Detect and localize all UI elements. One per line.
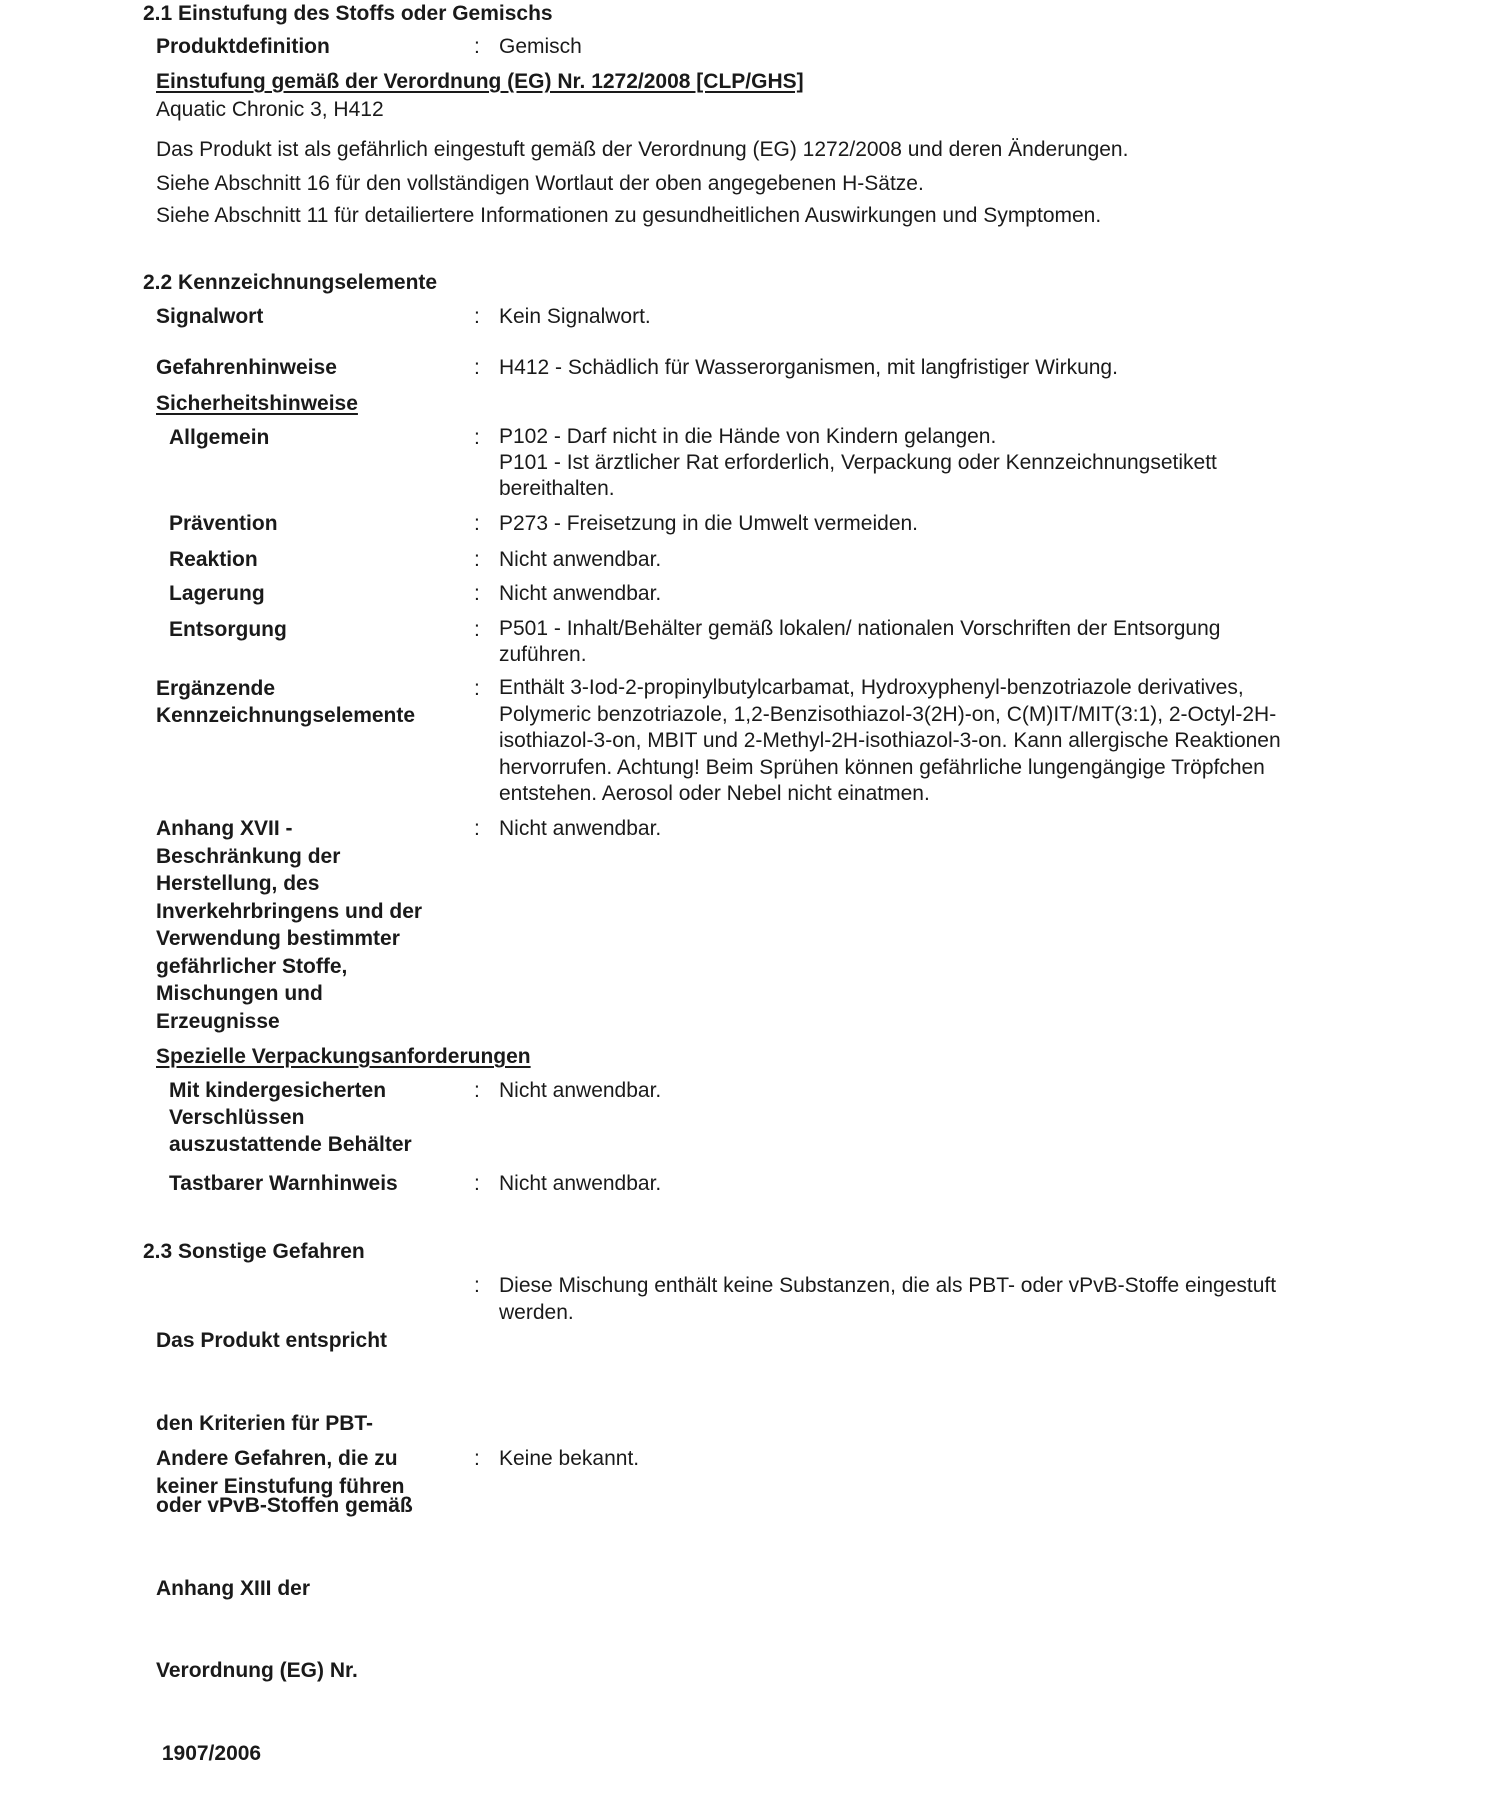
colon: :: [474, 582, 480, 605]
note-line: Siehe Abschnitt 11 für detailiertere Informationen zu gesundheitlichen Auswirkungen und Symptomen.: [156, 204, 1102, 227]
kindersicher-label: [169, 1077, 412, 1158]
tastbar-label: Tastbarer Warnhinweis: [169, 1172, 398, 1195]
praevention-label: Prävention: [169, 512, 278, 535]
section-2-2-title: 2.2 Kennzeichnungselemente: [143, 271, 438, 294]
label-line: Ergänzende: [156, 677, 276, 700]
label-line: Verschlüssen: [169, 1106, 305, 1129]
colon: :: [474, 817, 480, 840]
lagerung-value: Nicht anwendbar.: [499, 582, 662, 605]
andere-gefahren-label: [156, 1445, 405, 1501]
label-line: keiner Einstufung führen: [156, 1475, 405, 1498]
colon: :: [474, 1172, 480, 1195]
colon: :: [474, 1274, 480, 1297]
label-line: Andere Gefahren, die zu: [156, 1447, 398, 1470]
value-line: zuführen.: [499, 643, 587, 666]
colon: :: [474, 618, 480, 641]
lagerung-label: Lagerung: [169, 582, 265, 605]
gefahrenhinweise-value: H412 - Schädlich für Wasserorganismen, mit langfristiger Wirkung.: [499, 356, 1118, 379]
ergaenzende-value: [499, 675, 1281, 808]
label-line: Verwendung bestimmter: [156, 927, 400, 950]
value-line: entstehen. Aerosol oder Nebel nicht einatmen.: [499, 782, 930, 805]
label-line: Anhang XVII -: [156, 817, 293, 840]
produktdefinition-label: Produktdefinition: [156, 35, 330, 58]
value-line: werden.: [499, 1301, 574, 1324]
sicherheitshinweise-heading: Sicherheitshinweise: [156, 392, 358, 415]
label-line: Herstellung, des: [156, 872, 320, 895]
entsorgung-label: Entsorgung: [169, 618, 287, 641]
pbt-value: [499, 1272, 1276, 1326]
colon: :: [474, 356, 480, 379]
kindersicher-value: Nicht anwendbar.: [499, 1079, 662, 1102]
produktdefinition-value: Gemisch: [499, 35, 582, 58]
label-line: Kennzeichnungselemente: [156, 704, 416, 727]
colon: :: [474, 305, 480, 328]
label-line: Verordnung (EG) Nr.: [156, 1659, 358, 1682]
value-line: isothiazol-3-on, MBIT und 2-Methyl-2H-isothiazol-3-on. Kann allergische Reaktionen: [499, 729, 1281, 752]
colon: :: [474, 426, 480, 449]
verpackung-heading: Spezielle Verpackungsanforderungen: [156, 1045, 531, 1068]
value-line: hervorrufen. Achtung! Beim Sprühen können gefährliche lungengängige Tröpfchen: [499, 755, 1265, 779]
label-line: gefährlicher Stoffe,: [156, 954, 348, 978]
colon: :: [474, 1079, 480, 1102]
classification-text: Aquatic Chronic 3, H412: [156, 98, 384, 121]
praevention-value: P273 - Freisetzung in die Umwelt vermeiden.: [499, 512, 919, 535]
andere-gefahren-value: Keine bekannt.: [499, 1447, 640, 1470]
value-line: P101 - Ist ärztlicher Rat erforderlich, Verpackung oder Kennzeichnungsetikett: [499, 451, 1217, 474]
value-line: P501 - Inhalt/Behälter gemäß lokalen/ nationalen Vorschriften der Entsorgung: [499, 617, 1221, 640]
label-line: Inverkehrbringens und der: [156, 899, 423, 923]
section-2-3-title: 2.3 Sonstige Gefahren: [143, 1240, 365, 1263]
label-line: 1907/2006: [156, 1741, 262, 1765]
colon: :: [474, 35, 480, 58]
entsorgung-value: [499, 616, 1220, 668]
value-line: P102 - Darf nicht in die Hände von Kindern gelangen.: [499, 425, 997, 448]
clp-heading: Einstufung gemäß der Verordnung (EG) Nr. 1272/2008 [CLP/GHS]: [156, 70, 804, 93]
colon: :: [474, 677, 480, 700]
label-line: Anhang XIII der: [156, 1576, 311, 1600]
label-line: Erzeugnisse: [156, 1009, 280, 1033]
value-line: Polymeric benzotriazole, 1,2-Benzisothiazol-3(2H)-on, C(M)IT/MIT(3:1), 2-Octyl-2H-: [499, 702, 1277, 726]
allgemein-value: [499, 424, 1217, 502]
value-line: bereithalten.: [499, 477, 615, 500]
label-line: auszustattende Behälter: [169, 1133, 412, 1156]
anhang-xvii-value: Nicht anwendbar.: [499, 817, 662, 840]
pbt-label: [156, 1272, 413, 1795]
signalwort-value: Kein Signalwort.: [499, 305, 651, 328]
reaktion-label: Reaktion: [169, 548, 258, 571]
reaktion-value: Nicht anwendbar.: [499, 548, 662, 571]
anhang-xvii-label: [156, 815, 422, 1035]
label-line: oder vPvB-Stoffen gemäß: [156, 1494, 413, 1517]
value-line: Enthält 3-Iod-2-propinylbutylcarbamat, Hydroxyphenyl-benzotriazole derivatives,: [499, 676, 1244, 699]
label-line: Mischungen und: [156, 982, 323, 1005]
label-line: den Kriterien für PBT-: [156, 1411, 374, 1435]
value-line: Diese Mischung enthält keine Substanzen, die als PBT- oder vPvB-Stoffe eingestuft: [499, 1274, 1277, 1297]
colon: :: [474, 512, 480, 535]
label-line: Das Produkt entspricht: [156, 1329, 388, 1352]
label-line: Mit kindergesicherten: [169, 1079, 387, 1102]
label-line: Beschränkung der: [156, 844, 341, 868]
allgemein-label: Allgemein: [169, 426, 270, 449]
note-line: Siehe Abschnitt 16 für den vollständigen Wortlaut der oben angegebenen H-Sätze.: [156, 172, 924, 195]
colon: :: [474, 1447, 480, 1470]
ergaenzende-label: [156, 675, 415, 729]
colon: :: [474, 548, 480, 571]
signalwort-label: Signalwort: [156, 305, 264, 328]
gefahrenhinweise-label: Gefahrenhinweise: [156, 356, 337, 379]
note-line: Das Produkt ist als gefährlich eingestuft gemäß der Verordnung (EG) 1272/2008 und deren Änderungen.: [156, 138, 1129, 161]
tastbar-value: Nicht anwendbar.: [499, 1172, 662, 1195]
section-2-1-title: 2.1 Einstufung des Stoffs oder Gemischs: [143, 2, 553, 25]
